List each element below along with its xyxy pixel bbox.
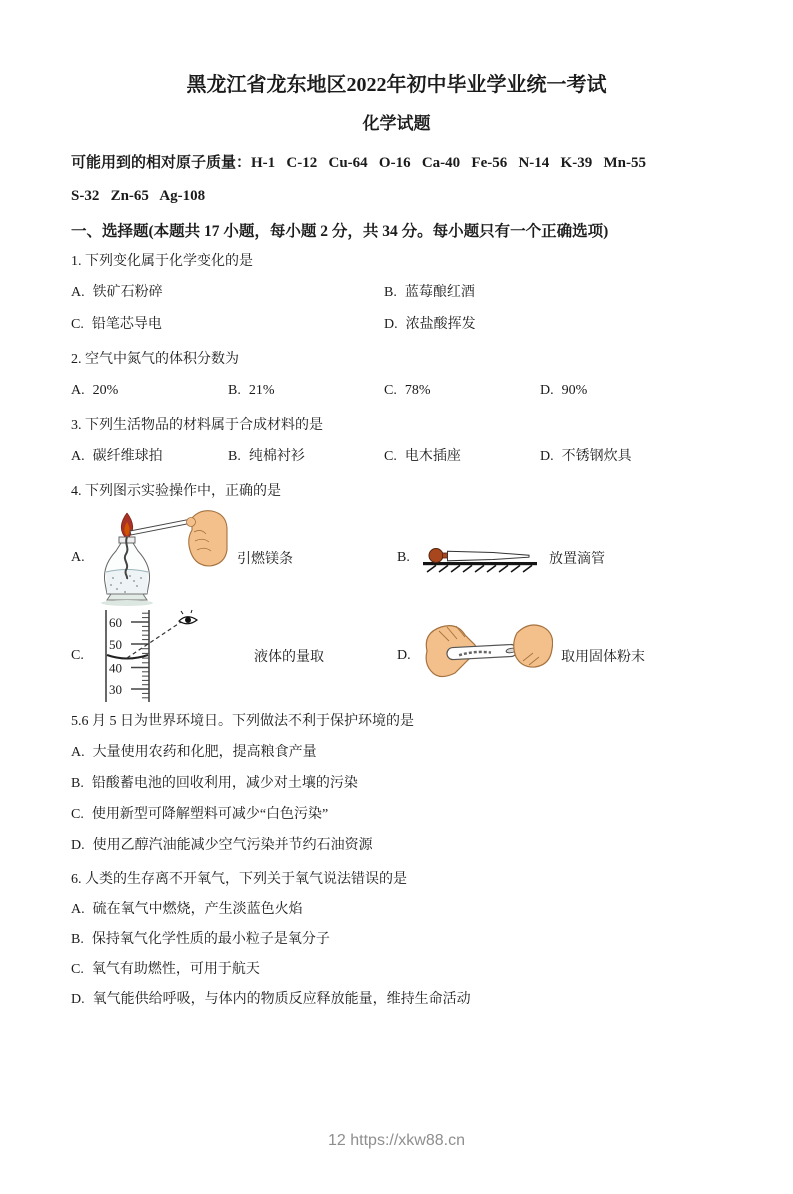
lamp-base xyxy=(107,594,147,600)
question-1-option-b: B. 蓝莓酿红酒 xyxy=(384,285,475,300)
section-heading: 一、选择题(本题共 17 小题，每小题 2 分，共 34 分。每小题只有一个正确选项) xyxy=(71,223,609,240)
table-surface xyxy=(423,562,537,565)
figure-c-caption: 液体的量取 xyxy=(254,649,324,665)
exam-page xyxy=(0,72,793,1015)
question-4-figure-row1 xyxy=(71,507,722,608)
question-6 xyxy=(71,865,722,1015)
eye-pupil xyxy=(185,617,191,623)
question-4-figure-row2 xyxy=(71,608,722,703)
pinch-fingers xyxy=(187,517,196,526)
tick-label-30: 30 xyxy=(109,681,122,697)
question-6-option-b: B. 保持氧气化学性质的最小粒子是氧分子 xyxy=(71,932,330,947)
question-2-option-d: D. 90% xyxy=(540,383,588,398)
question-5-option-a: A. 大量使用农药和化肥，提高粮食产量 xyxy=(71,745,317,760)
question-3-option-d: D. 不锈钢炊具 xyxy=(540,449,632,464)
question-4-option-a: A. 引燃镁条 xyxy=(71,508,397,608)
question-4-stem: 4. 下列图示实验操作中，正确的是 xyxy=(71,484,281,499)
question-2-options xyxy=(71,375,722,407)
solid-powder-figure xyxy=(423,617,553,695)
graduated-cylinder-figure xyxy=(97,609,209,703)
page-footer: 12 https://xkw88.cn xyxy=(328,1132,465,1149)
question-5-option-d: D. 使用乙醇汽油能减少空气污染并节约石油资源 xyxy=(71,838,373,853)
magnesium-strip xyxy=(130,519,192,535)
sight-line xyxy=(127,622,181,658)
dropper-on-table-figure xyxy=(423,543,541,573)
question-1-options-row2 xyxy=(71,309,722,341)
atomic-masses-line2: S-32 Zn-65 Ag-108 xyxy=(71,188,206,204)
question-4-option-d: D. 取用固体粉末 xyxy=(397,617,722,695)
question-4 xyxy=(71,477,722,703)
question-5-option-c: C. 使用新型可降解塑料可减少“白色污染” xyxy=(71,807,329,822)
question-2-stem: 2. 空气中氮气的体积分数为 xyxy=(71,352,239,367)
lamp-liquid xyxy=(106,569,148,593)
question-5-option-b: B. 铅酸蓄电池的回收利用，减少对土壤的污染 xyxy=(71,776,358,791)
exam-title: 黑龙江省龙东地区2022年初中毕业学业统一考试 xyxy=(186,74,607,96)
question-3-option-a: A. 碳纤维球拍 xyxy=(71,449,163,464)
question-1 xyxy=(71,247,722,341)
lamp-shadow xyxy=(101,600,153,606)
question-5-stem: 5.6 月 5 日为世界环境日。下列做法不利于保护环境的是 xyxy=(71,714,414,729)
figure-b-caption: 放置滴管 xyxy=(549,551,605,567)
right-hand-icon xyxy=(514,625,553,667)
eye-lashes xyxy=(181,610,192,614)
question-2 xyxy=(71,345,722,407)
question-3-options xyxy=(71,441,722,473)
question-3-stem: 3. 下列生活物品的材料属于合成材料的是 xyxy=(71,418,323,433)
question-1-option-c: C. 铅笔芯导电 xyxy=(71,317,162,332)
atomic-masses-line1: 可能用到的相对原子质量：H-1 C-12 Cu-64 O-16 Ca-40 Fe-56 N-14 K-39 Mn-55 xyxy=(71,155,646,171)
question-2-option-c: C. 78% xyxy=(384,383,431,398)
table-hatching xyxy=(427,565,532,572)
question-5 xyxy=(71,707,722,861)
question-1-option-a: A. 铁矿石粉碎 xyxy=(71,285,163,300)
tick-label-60: 60 xyxy=(109,614,122,630)
question-3-option-b: B. 纯棉衬衫 xyxy=(228,449,305,464)
question-1-options-row1 xyxy=(71,277,722,309)
question-1-option-d: D. 浓盐酸挥发 xyxy=(384,317,476,332)
dropper-bulb xyxy=(429,548,443,562)
question-3-option-c: C. 电木插座 xyxy=(384,449,461,464)
exam-subtitle: 化学试题 xyxy=(362,114,431,133)
question-6-option-a: A. 硫在氧气中燃烧，产生淡蓝色火焰 xyxy=(71,902,303,917)
figure-d-caption: 取用固体粉末 xyxy=(561,649,645,665)
tick-label-40: 40 xyxy=(109,660,122,675)
dropper-tube xyxy=(448,551,530,561)
question-6-option-c: C. 氧气有助燃性，可用于航天 xyxy=(71,962,260,977)
question-2-option-b: B. 21% xyxy=(228,383,275,398)
question-3 xyxy=(71,411,722,473)
question-1-stem: 1. 下列变化属于化学变化的是 xyxy=(71,254,253,269)
question-6-stem: 6. 人类的生存离不开氧气，下列关于氧气说法错误的是 xyxy=(71,872,407,887)
question-6-option-d: D. 氧气能供给呼吸，与体内的物质反应释放能量，维持生命活动 xyxy=(71,992,471,1007)
alcohol-lamp-figure xyxy=(97,508,229,608)
figure-a-caption: 引燃镁条 xyxy=(237,551,293,567)
tick-label-50: 50 xyxy=(109,636,122,652)
dropper-neck xyxy=(443,553,448,558)
question-4-option-b: B. 放置滴管 xyxy=(397,543,722,573)
question-2-option-a: A. 20% xyxy=(71,383,119,398)
question-4-option-c: C. 60 50 40 30 液体的量取 xyxy=(71,609,397,703)
